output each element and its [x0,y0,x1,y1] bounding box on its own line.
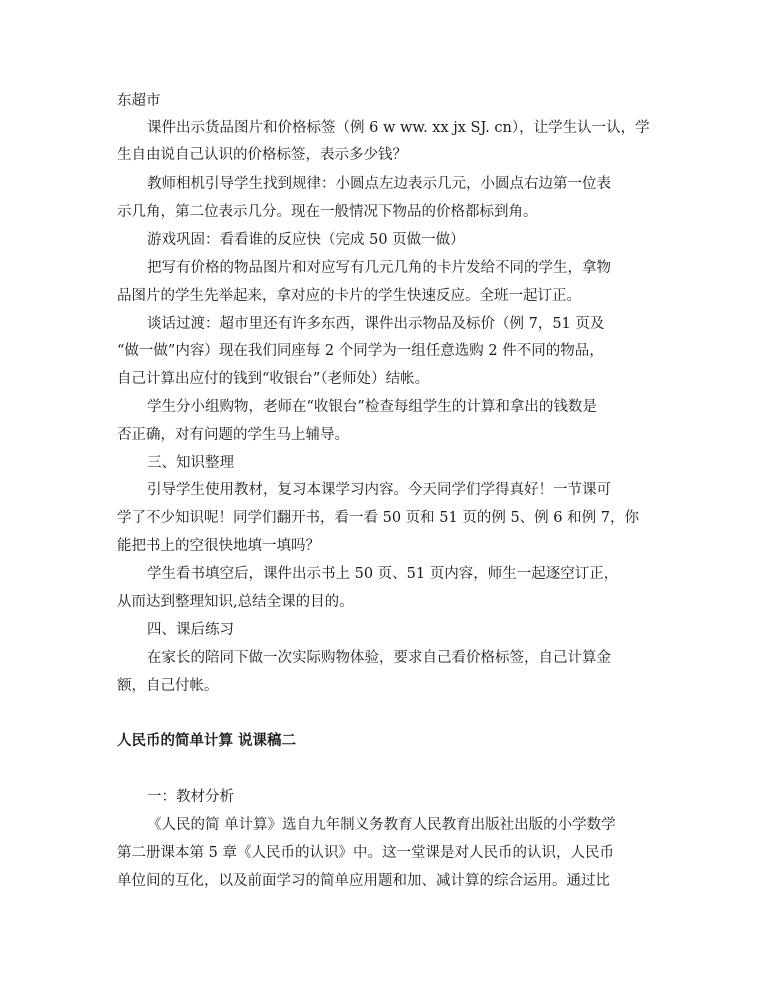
text-line: 把写有价格的物品图片和对应写有几元几角的卡片发给不同的学生，拿物 [147,260,611,276]
text-line: 额，自己付帐。 [117,678,219,694]
text-line: 自己计算出应付的钱到“收银台”（老师处）结帐。 [117,371,430,387]
section-heading: 一：教材分析 [147,789,234,805]
document-title: 人民币的简单计算 说课稿二 [117,733,297,749]
text-line: 教师相机引导学生找到规律：小圆点左边表示几元，小圆点右边第一位表 [147,176,611,192]
section-heading: 三、知识整理 [147,455,234,471]
text-line: 学了不少知识呢！同学们翻开书，看一看 50 页和 51 页的例 5、例 6 和例 7，你 [117,510,639,526]
text-line: 学生看书填空后，课件出示书上 50 页、51 页内容，师生一起逐空订正， [147,566,619,582]
text-line: 能把书上的空很快地填一填吗？ [117,538,320,554]
text-line: 从而达到整理知识,总结全课的目的。 [117,594,354,610]
text-line: 学生分小组购物，老师在“收银台”检查每组学生的计算和拿出的钱数是 [147,399,597,415]
text-line: 品图片的学生先举起来，拿对应的卡片的学生快速反应。全班一起订正。 [117,288,581,304]
text-line: 单位间的互化，以及前面学习的简单应用题和加、减计算的综合运用。通过比 [117,873,610,889]
text-line: “做一做”内容）现在我们同座每 2 个同学为一组任意选购 2 件不同的物品， [117,343,604,359]
text-line: 东超市 [117,93,161,109]
text-line: 生自由说自己认识的价格标签，表示多少钱？ [117,147,407,163]
text-line: 谈话过渡：超市里还有许多东西，课件出示物品及标价（例 7，51 页及 [147,316,605,332]
text-line: 《人民的简 单计算》选自九年制义务教育人民教育出版社出版的小学数学 [147,817,616,833]
text-line: 课件出示货品图片和价格标签（例 6 w ww. xx jx SJ. cn），让学生认一认，学 [147,120,650,136]
text-line: 引导学生使用教材，复习本课学习内容。今天同学们学得真好！一节课可 [147,482,611,498]
text-line: 游戏巩固：看看谁的反应快（完成 50 页做一做） [147,232,465,248]
section-heading: 四、课后练习 [147,622,234,638]
text-line: 示几角，第二位表示几分。现在一般情况下物品的价格都标到角。 [117,204,538,220]
text-line: 否正确，对有问题的学生马上辅导。 [117,427,349,443]
text-line: 第二册课本第 5 章《人民币的认识》中。这一堂课是对人民币的认识，人民币 [117,845,614,861]
text-line: 在家长的陪同下做一次实际购物体验，要求自己看价格标签，自己计算金 [147,650,611,666]
